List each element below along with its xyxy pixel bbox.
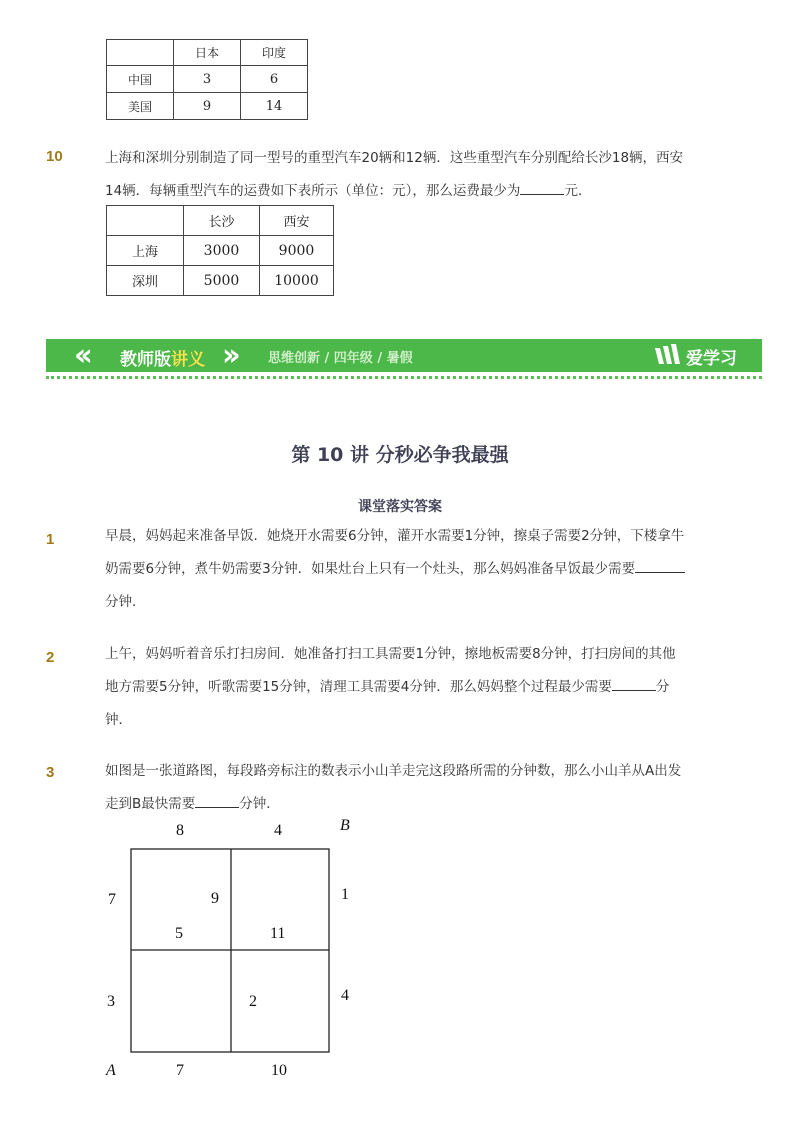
- edge-label-top-right: 4: [274, 822, 282, 839]
- banner-title-main: 教师版: [120, 350, 171, 370]
- road-outer-rect: [131, 849, 329, 1052]
- question-line: [105, 175, 717, 208]
- question-line: 早晨，妈妈起来准备早饭．她烧开水需要6分钟，灌开水需要1分钟，擦桌子需要2分钟，下楼拿牛: [105, 528, 685, 544]
- answer-blank[interactable]: [612, 676, 656, 691]
- question-line: 上海和深圳分别制造了同一型号的重型汽车20辆和12辆．这些重型汽车分别配给长沙18辆，西安: [105, 150, 684, 166]
- question-text: [105, 520, 717, 619]
- brand-logo-text: 爱学习: [686, 349, 737, 369]
- table-cell: 10000: [260, 266, 334, 296]
- banner-subtitle: 思维创新 / 四年级 / 暑假: [268, 351, 413, 366]
- edge-label-right-top: 1: [341, 886, 349, 903]
- point-b-label: B: [340, 817, 350, 834]
- question-line: 上午，妈妈听着音乐打扫房间．她准备打扫工具需要1分钟，擦地板需要8分钟，打扫房间的其他: [105, 646, 676, 662]
- lecture-title: 第 10 讲 分秒必争我最强: [291, 444, 509, 466]
- edge-label-middle-left: 5: [175, 925, 183, 942]
- edge-label-left-top: 7: [108, 891, 116, 908]
- question-number: 2: [46, 649, 55, 666]
- table-header: 印度: [241, 40, 308, 66]
- question-line-part: 走到B最快需要: [105, 796, 196, 812]
- point-a-label: A: [106, 1062, 116, 1079]
- table-cell: [107, 40, 174, 66]
- question-line-part: 分: [655, 679, 670, 695]
- question-number: 3: [46, 764, 55, 781]
- banner-dotted-rule: [46, 376, 762, 379]
- question-line-part: 14辆．每辆重型汽车的运费如下表所示（单位：元），那么运费最少为: [105, 183, 521, 199]
- question-line-part: 分钟．: [239, 796, 280, 812]
- table-cell: 3: [174, 66, 241, 93]
- table-row-header: 美国: [107, 93, 174, 120]
- edge-label-middle-vertical-top: 9: [211, 890, 219, 907]
- brand-mark-icon: [654, 344, 682, 368]
- freight-cost-table: [106, 205, 334, 296]
- table-row-header: 中国: [107, 66, 174, 93]
- edge-label-middle-vertical-bottom: 2: [249, 993, 257, 1010]
- table-header: 长沙: [184, 206, 260, 236]
- question-line: 钟．: [105, 712, 132, 728]
- lecture-banner: [46, 339, 762, 375]
- answer-blank[interactable]: [635, 558, 685, 573]
- table-row-header: 深圳: [107, 266, 184, 296]
- answer-blank[interactable]: [195, 793, 239, 808]
- table-header: 日本: [174, 40, 241, 66]
- edge-label-left-bottom: 3: [107, 993, 115, 1010]
- section-title: 课堂落实答案: [358, 499, 442, 515]
- question-line: 分钟．: [105, 594, 146, 610]
- table-cell: 5000: [184, 266, 260, 296]
- answer-blank[interactable]: [520, 180, 564, 195]
- table-row-header: 上海: [107, 236, 184, 266]
- question-line-part: 地方需要5分钟，听歌需要15分钟，清理工具需要4分钟．那么妈妈整个过程最少需要: [105, 679, 612, 695]
- edge-label-top-left: 8: [176, 822, 184, 839]
- table-cell: 9000: [260, 236, 334, 266]
- table-cell: 14: [241, 93, 308, 120]
- prev-answer-table: [106, 39, 308, 120]
- question-line: 如图是一张道路图，每段路旁标注的数表示小山羊走完这段路所需的分钟数，那么小山羊从A出发: [105, 763, 682, 779]
- question-line: [105, 553, 717, 586]
- banner-title: [120, 345, 205, 370]
- question-line: [105, 671, 717, 704]
- brand-logo: [654, 343, 752, 369]
- edge-label-bottom-left: 7: [176, 1062, 184, 1079]
- double-chevron-left-icon: ‹‹: [74, 338, 87, 373]
- question-line-part: 奶需要6分钟，煮牛奶需要3分钟．如果灶台上只有一个灶头，那么妈妈准备早饭最少需要: [105, 561, 636, 577]
- question-text: [105, 755, 717, 821]
- edge-label-middle-right: 11: [270, 925, 286, 942]
- banner-title-accent: 讲义: [171, 350, 205, 370]
- table-cell: 3000: [184, 236, 260, 266]
- table-cell: [107, 206, 184, 236]
- table-cell: 9: [174, 93, 241, 120]
- double-chevron-right-icon: ››: [222, 338, 235, 373]
- question-text: [105, 638, 717, 737]
- edge-label-bottom-right: 10: [271, 1062, 287, 1079]
- question-line-part: 元．: [564, 183, 592, 199]
- table-cell: 6: [241, 66, 308, 93]
- question-number: 1: [46, 531, 55, 548]
- table-header: 西安: [260, 206, 334, 236]
- question-text: [105, 142, 717, 208]
- question-line: [105, 788, 717, 821]
- edge-label-right-bottom: 4: [341, 987, 349, 1004]
- question-number: 10: [46, 148, 63, 165]
